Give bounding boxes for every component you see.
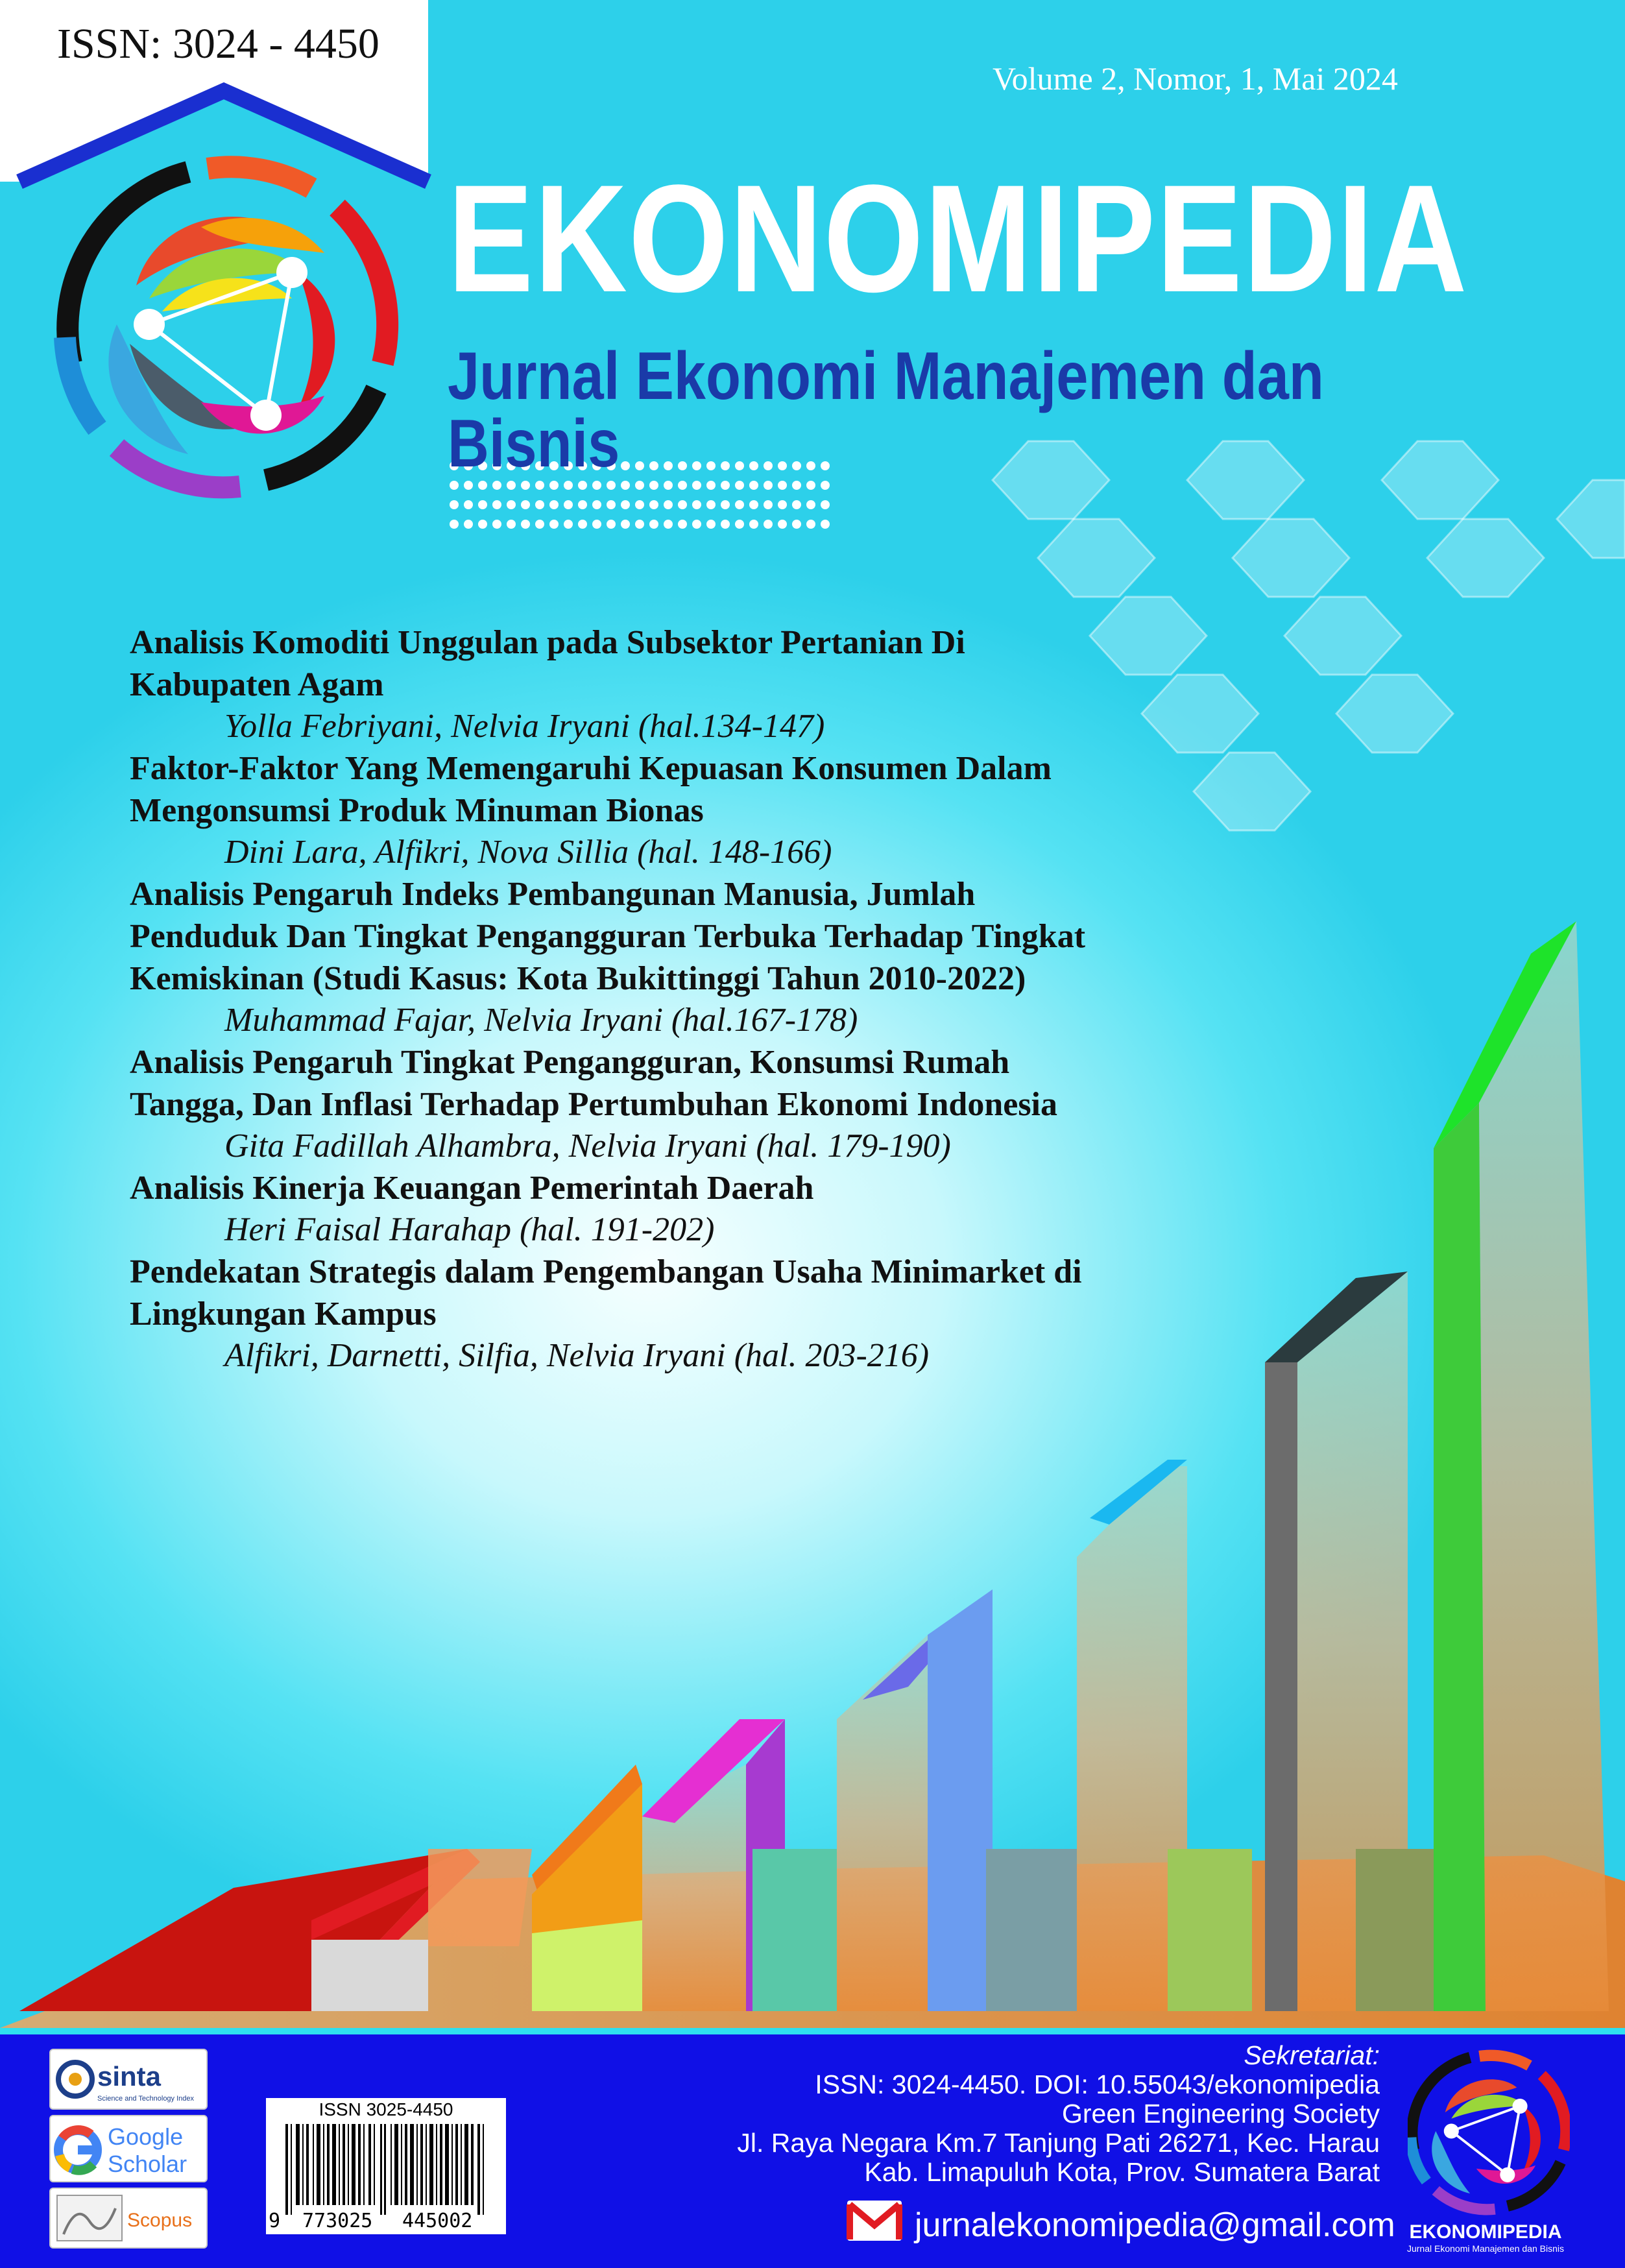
article-entry [130,1251,1233,1377]
article-entry [130,1167,1233,1251]
barcode-digits-right: 445002 [402,2210,473,2232]
article-authors: Heri Faisal Harahap (hal. 191-202) [224,1211,715,1248]
secretariat-region: Kab. Limapuluh Kota, Prov. Sumatera Barat [864,2157,1380,2187]
barcode-issn: ISSN 3025-4450 [319,2099,453,2119]
footer-logo-tagline: Jurnal Ekonomi Manajemen dan Bisnis [1406,2243,1564,2254]
journal-logo [65,167,387,487]
google-label: Google [108,2123,184,2150]
article-authors: Dini Lara, Alfikri, Nova Sillia (hal. 148-166) [224,834,832,871]
sinta-tagline: Science and Technology Index [97,2095,195,2103]
google-scholar-icon [51,2116,206,2181]
mail-icon [846,2199,903,2242]
secretariat-label: Sekretariat: [1244,2040,1380,2070]
sinta-label: sinta [97,2061,162,2092]
scopus-label: Scopus [127,2210,193,2231]
scopus-icon [51,2189,206,2247]
journal-title: EKONOMIPEDIA [448,153,1469,324]
barcode-digits-left: 773025 [302,2210,373,2232]
footer-divider [0,2028,1625,2034]
google-scholar-badge[interactable] [49,2115,208,2182]
article-entry [130,873,1233,1041]
article-entry [130,1041,1233,1167]
journal-subtitle: Jurnal Ekonomi Manajemen dan Bisnis [448,339,1324,481]
footer-logo-name: EKONOMIPEDIA [1409,2221,1562,2243]
sinta-badge[interactable] [49,2049,208,2110]
secretariat-issn-doi: ISSN: 3024-4450. DOI: 10.55043/ekonomipedia [815,2069,1380,2099]
contact-email[interactable]: jurnalekonomipedia@gmail.com [915,2206,1395,2244]
article-authors: Yolla Febriyani, Nelvia Iryani (hal.134-147) [224,708,825,745]
article-title: Faktor-Faktor Yang Memengaruhi Kepuasan Konsumen Dalam Mengonsumsi Produk Minuman Bionas [130,750,1052,829]
article-entry [130,747,1233,873]
scopus-badge[interactable] [49,2188,208,2249]
footer-logo-icon [1408,2044,1570,2219]
scholar-label: Scholar [108,2151,187,2177]
article-title: Pendekatan Strategis dalam Pengembangan Usaha Minimarket di Lingkungan Kampus [130,1253,1082,1333]
volume-info: Volume 2, Nomor, 1, Mai 2024 [993,60,1398,97]
article-title: Analisis Komoditi Unggulan pada Subsektor Pertanian Di Kabupaten Agam [130,624,965,703]
sinta-icon [51,2050,206,2108]
issn-barcode [266,2098,506,2234]
barcode-digit-first: 9 [269,2210,281,2232]
article-authors: Alfikri, Darnetti, Silfia, Nelvia Iryani (hal. 203-216) [224,1337,930,1374]
secretariat-block [737,2041,1380,2187]
footer-logo-caption [1388,2221,1583,2254]
table-of-contents [130,621,1233,1377]
issn-top: ISSN: 3024 - 4450 [57,20,379,67]
article-authors: Muhammad Fajar, Nelvia Iryani (hal.167-178) [224,1002,858,1039]
article-entry [130,621,1233,747]
secretariat-publisher: Green Engineering Society [1061,2099,1380,2129]
article-title: Analisis Pengaruh Indeks Pembangunan Manusia, Jumlah Penduduk Dan Tingkat Pengangguran Terbuka Terhadap Tingkat Kemiskinan (Studi Kasus: Kota Bukittinggi Tahun 2010-2022) [130,876,1086,997]
secretariat-address: Jl. Raya Negara Km.7 Tanjung Pati 26271, Kec. Harau [737,2128,1380,2158]
article-authors: Gita Fadillah Alhambra, Nelvia Iryani (hal. 179-190) [224,1128,951,1164]
article-title: Analisis Kinerja Keuangan Pemerintah Daerah [130,1170,814,1207]
article-title: Analisis Pengaruh Tingkat Pengangguran, Konsumsi Rumah Tangga, Dan Inflasi Terhadap Pertumbuhan Ekonomi Indonesia [130,1044,1057,1123]
